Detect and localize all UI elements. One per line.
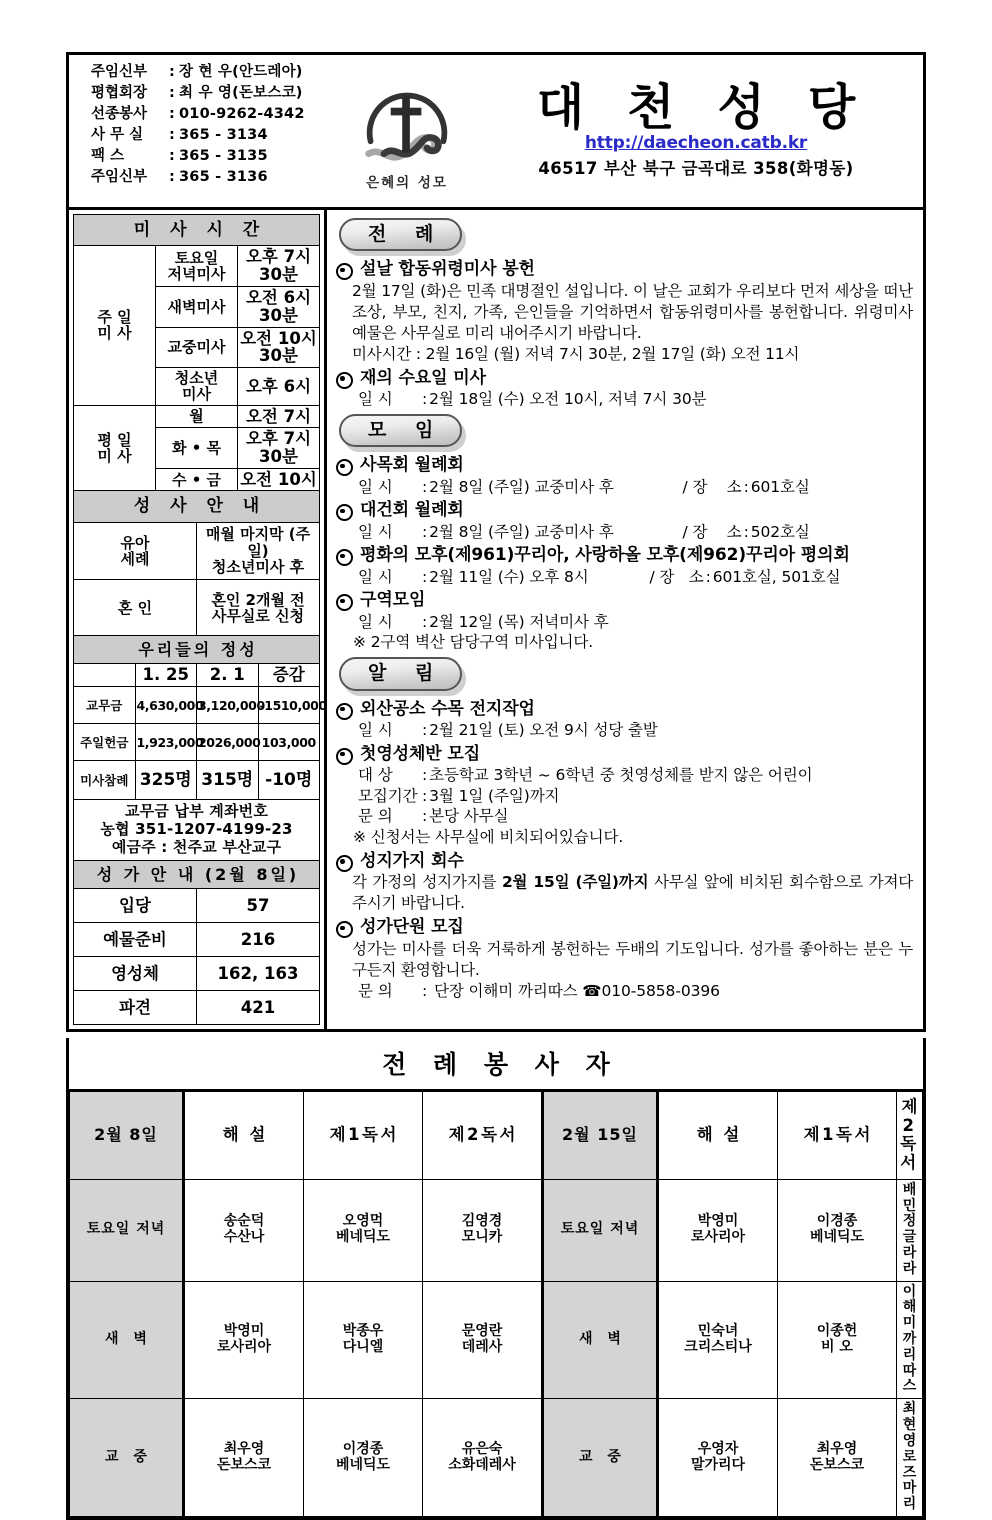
table-row — [74, 860, 320, 888]
item-detail-line — [358, 477, 917, 498]
paragraph-emphasis: 2월 15일 (주일)까지 — [501, 873, 649, 892]
server-saint-name: 로사리아 — [216, 1338, 272, 1355]
mass-name: 청소년 미사 — [156, 368, 238, 405]
detail-colon: : — [422, 807, 428, 826]
server-name: 문영란 — [461, 1323, 503, 1340]
announcement-item — [335, 699, 917, 741]
table-row — [70, 1281, 923, 1399]
offerings-col-header: 1. 25 — [135, 664, 197, 687]
server-name: 최우영 — [816, 1440, 858, 1457]
our-lady-of-grace-logo-icon — [359, 78, 455, 170]
table-row — [74, 957, 320, 991]
offerings-table — [73, 635, 327, 800]
table-row — [74, 991, 320, 1025]
hymn-name: 파견 — [74, 991, 197, 1025]
servers-table — [69, 1091, 923, 1517]
bullet-icon — [336, 263, 353, 280]
detail-colon: : — [422, 390, 428, 409]
bullet-icon — [336, 549, 353, 566]
sacrament-heading: 성 사 안 내 — [74, 491, 320, 522]
item-title-row — [335, 455, 917, 476]
detail-value: 본당 사무실 — [429, 807, 509, 826]
mass-name: 수 • 금 — [156, 469, 238, 492]
server-name: 박영미 — [697, 1213, 739, 1230]
contact-label: 평협회장 — [91, 85, 148, 101]
detail-value: 2월 8일 (주일) 교중미사 후 — [429, 477, 614, 496]
liturgical-servers-block — [66, 1038, 926, 1520]
server-saint-name: 데레사 — [461, 1338, 503, 1355]
server-saint-name: 로즈마리 — [902, 1448, 917, 1513]
detail-label: 일 시 — [358, 477, 393, 496]
mass-name: 새벽미사 — [156, 286, 238, 327]
contact-separator: : — [169, 127, 175, 143]
mass-times-table — [73, 214, 320, 492]
main-content — [327, 210, 923, 1029]
contact-separator: : — [169, 169, 175, 185]
detail-label: 일 시 — [358, 567, 393, 586]
announcement-item — [335, 545, 917, 587]
offerings-value: -1510,000 — [258, 687, 320, 724]
server-saint-name: 베네딕도 — [335, 1229, 391, 1246]
church-website-link[interactable]: http://daecheon.catb.kr — [584, 133, 808, 154]
sacrament-table — [73, 490, 320, 636]
contact-separator: : — [169, 148, 175, 164]
contact-value: 365 - 3134 — [179, 127, 268, 143]
mass-time: 오후 7시 30분 — [238, 428, 320, 469]
mass-time: 오전 10시 — [238, 469, 320, 492]
item-title-row — [335, 744, 917, 765]
server-saint-name: 말가리다 — [690, 1456, 746, 1473]
contact-row — [91, 149, 337, 164]
detail-value: 2월 11일 (수) 오후 8시 — [429, 567, 589, 586]
item-title-row — [335, 259, 917, 280]
contact-row — [91, 107, 337, 122]
mass-name: 월 — [156, 405, 238, 428]
item-title: 첫영성체반 모집 — [360, 743, 481, 764]
offerings-heading: 우리들의 정성 — [74, 636, 320, 664]
offerings-value: 1,923,000 — [135, 724, 197, 761]
contact-row — [91, 86, 337, 101]
server-saint-name: 모니카 — [461, 1229, 503, 1246]
section-pill-meetings: 모 임 — [339, 414, 462, 447]
mass-time: 오전 7시 — [238, 405, 320, 428]
contact-value: 365 - 3135 — [179, 148, 268, 164]
detail-label: 일 시 — [358, 390, 393, 409]
item-title: 사목회 월례회 — [360, 455, 464, 476]
announcement-item — [335, 851, 917, 914]
server-name: 이종헌 — [816, 1323, 858, 1340]
server-cell — [897, 1179, 923, 1281]
server-cell — [778, 1179, 897, 1281]
server-name: 유은숙 — [461, 1440, 503, 1457]
logo-caption: 은혜의 성모 — [366, 174, 448, 191]
server-name: 배민정 — [902, 1181, 917, 1230]
server-name: 이해미 — [902, 1283, 917, 1332]
place-label: / 장 소 — [649, 567, 704, 586]
contact-row — [91, 65, 337, 80]
mass-name: 교중미사 — [156, 327, 238, 368]
server-name: 민숙녀 — [697, 1323, 739, 1340]
announcement-item — [335, 455, 917, 497]
place-label: / 장 소 — [682, 522, 742, 541]
item-paragraph: 2월 17일 (화)은 민족 대명절인 설입니다. 이 날은 교회가 우리보다 먼저 세상을 떠난 조상, 부모, 친지, 가족, 은인들을 기억하면서 합동위령미사를 봉헌합니다. 위령미사예물은 사무실로 미리 내어주시기 바랍니다. — [352, 281, 913, 342]
servers-time-label: 토요일 저녁 — [70, 1179, 184, 1281]
place-colon: : — [743, 522, 749, 541]
table-row — [74, 491, 320, 522]
mass-time: 오전 10시 30분 — [238, 327, 320, 368]
item-detail-line — [358, 765, 917, 786]
table-row — [74, 889, 320, 923]
item-title-row — [335, 368, 917, 389]
table-row — [74, 664, 320, 687]
server-name: 이경종 — [342, 1440, 384, 1457]
servers-col-header: 해 설 — [658, 1092, 778, 1180]
detail-value: 초등학교 3학년 ~ 6학년 중 첫영성체를 받지 않은 어린이 — [429, 765, 813, 784]
item-title-row — [335, 917, 917, 938]
sacrament-detail: 혼인 2개월 전 사무실로 신청 — [197, 579, 320, 636]
item-note: ※ 신청서는 사무실에 비치되어있습니다. — [353, 828, 624, 847]
detail-label: 일 시 — [358, 720, 393, 739]
announcement-item — [335, 744, 917, 848]
detail-colon: : — [422, 522, 428, 541]
item-title: 평화의 모후(제961)꾸리아, 사랑하올 모후(제962)꾸리아 평의회 — [360, 545, 850, 566]
item-detail-line — [358, 981, 917, 1002]
server-saint-name: 까리따스 — [902, 1331, 917, 1395]
contact-label: 주임신부 — [91, 169, 148, 185]
announcement-item — [335, 368, 917, 410]
table-row — [74, 761, 320, 800]
bulletin-body — [66, 210, 926, 1032]
offerings-value: 325명 — [135, 761, 197, 800]
table-row — [74, 579, 320, 636]
bulletin-page — [66, 52, 926, 1520]
church-name: 대 천 성 당 — [536, 78, 869, 136]
section-pill-liturgy: 전 례 — [339, 218, 462, 251]
left-sidebar — [69, 210, 327, 1029]
server-name: 우영자 — [697, 1440, 739, 1457]
sacrament-detail: 매월 마지막 (주일) 청소년미사 후 — [197, 522, 320, 579]
item-title: 외산공소 수목 전지작업 — [360, 698, 535, 719]
offerings-col-header: 증감 — [258, 664, 320, 687]
server-name: 송순덕 — [223, 1213, 265, 1230]
contact-separator: : — [169, 64, 175, 80]
detail-colon: : — [422, 612, 428, 631]
servers-time-label: 토요일 저녁 — [543, 1179, 658, 1281]
item-title: 설날 합동위령미사 봉헌 — [360, 259, 535, 280]
hymn-name: 입당 — [74, 889, 197, 923]
item-title: 구역모임 — [360, 590, 426, 611]
contact-value: 010-9262-4342 — [179, 106, 305, 122]
hymn-heading: 성 가 안 내 (2월 8일) — [74, 860, 320, 888]
announcement-item — [335, 917, 917, 1001]
bullet-icon — [336, 921, 353, 938]
item-extra-line: 미사시간 : 2월 16일 (월) 저녁 7시 30분, 2월 17일 (화) 오전 11시 — [352, 344, 800, 363]
item-title-row — [335, 699, 917, 720]
server-cell — [778, 1281, 897, 1399]
hymn-number: 162, 163 — [197, 957, 320, 991]
detail-colon: : — [422, 720, 428, 739]
announcement-item — [335, 259, 917, 365]
hymn-number: 216 — [197, 923, 320, 957]
offerings-value: 2026,000 — [197, 724, 259, 761]
contact-label: 팩 스 — [91, 148, 125, 164]
paragraph-part: 사무실 앞에 비치된 회수함으로 가져다 주시기 바랍니다. — [352, 873, 914, 913]
contact-value: 장 현 우(안드레아) — [179, 64, 303, 80]
server-cell — [423, 1179, 543, 1281]
bullet-icon — [336, 504, 353, 521]
server-cell — [897, 1399, 923, 1517]
server-cell — [423, 1399, 543, 1517]
server-saint-name: 글라라 — [902, 1229, 917, 1277]
item-detail-line — [358, 612, 917, 633]
item-detail-line — [358, 389, 917, 410]
table-row — [74, 246, 320, 287]
hymn-name: 예물준비 — [74, 923, 197, 957]
server-name: 최우영 — [223, 1440, 265, 1457]
table-row — [74, 687, 320, 724]
detail-colon: : — [422, 786, 428, 805]
item-title-row — [335, 590, 917, 611]
table-row — [74, 215, 320, 246]
bullet-icon — [336, 855, 353, 872]
servers-col-header: 제2독서 — [897, 1092, 923, 1180]
contact-separator: : — [169, 106, 175, 122]
servers-col-header: 제1독서 — [778, 1092, 897, 1180]
offerings-row-label: 교무금 — [74, 687, 136, 724]
server-saint-name: 베네딕도 — [809, 1229, 865, 1246]
detail-value: 2월 21일 (토) 오전 9시 성당 출발 — [429, 720, 658, 739]
servers-col-header: 제1독서 — [304, 1092, 423, 1180]
item-title: 성가단원 모집 — [360, 917, 464, 938]
item-title: 재의 수요일 미사 — [360, 367, 486, 388]
offerings-row-label: 주일헌금 — [74, 724, 136, 761]
table-row — [74, 724, 320, 761]
server-saint-name: 돈보스코 — [809, 1456, 865, 1473]
server-cell — [304, 1399, 423, 1517]
bank-account-box — [73, 800, 320, 861]
item-paragraph — [352, 872, 917, 914]
detail-value: 2월 18일 (수) 오전 10시, 저녁 7시 30분 — [429, 390, 707, 409]
server-saint-name: 베네딕도 — [335, 1456, 391, 1473]
table-row — [74, 522, 320, 579]
offerings-value: 103,000 — [258, 724, 320, 761]
item-note: ※ 2구역 벽산 담당구역 미사입니다. — [353, 633, 594, 652]
mass-name: 화 • 목 — [156, 428, 238, 469]
bullet-icon — [336, 748, 353, 765]
item-detail-line — [358, 720, 917, 741]
server-cell — [658, 1281, 778, 1399]
server-cell — [897, 1281, 923, 1399]
servers-time-label: 교 중 — [543, 1399, 658, 1517]
sacrament-name: 유아 세례 — [74, 522, 197, 579]
server-saint-name: 크리스티나 — [684, 1338, 752, 1355]
sacrament-name: 혼 인 — [74, 579, 197, 636]
server-cell — [778, 1399, 897, 1517]
bank-line: 교무금 납부 계좌번호 — [124, 802, 269, 821]
hymn-number: 57 — [197, 889, 320, 923]
server-name: 이경종 — [816, 1213, 858, 1230]
church-logo-block — [337, 55, 477, 207]
paragraph-part: 각 가정의 성지가지를 — [352, 873, 502, 892]
contact-label: 주임신부 — [91, 64, 148, 80]
mass-time: 오후 6시 — [238, 368, 320, 405]
mass-time: 오후 7시 30분 — [238, 246, 320, 287]
detail-value: 2월 12일 (목) 저녁미사 후 — [429, 612, 609, 631]
bullet-icon — [336, 703, 353, 720]
contact-label: 사 무 실 — [91, 127, 144, 143]
table-header-row — [70, 1092, 923, 1180]
bullet-icon — [336, 459, 353, 476]
offerings-value: 315명 — [197, 761, 259, 800]
detail-label: 문 의 — [358, 807, 393, 826]
servers-time-label: 새 벽 — [70, 1281, 184, 1399]
detail-value: 3월 1일 (주일)까지 — [429, 786, 560, 805]
sunday-mass-group-label: 주 일 미 사 — [74, 246, 156, 405]
announcement-item — [335, 500, 917, 542]
item-title: 대건회 월례회 — [360, 500, 464, 521]
contact-value: 365 - 3136 — [179, 169, 268, 185]
detail-label: 일 시 — [358, 612, 393, 631]
bank-line: 농협 351-1207-4199-23 — [100, 819, 293, 838]
contact-row — [91, 170, 337, 185]
mass-time: 오전 6시 30분 — [238, 286, 320, 327]
server-cell — [658, 1179, 778, 1281]
detail-value: 2월 8일 (주일) 교중미사 후 — [429, 522, 614, 541]
item-detail-line — [358, 806, 917, 827]
item-paragraph: 성가는 미사를 더욱 거룩하게 봉헌하는 두배의 기도입니다. 성가를 좋아하는 분은 누구든지 환영합니다. — [352, 939, 913, 979]
detail-label: 모집기간 — [358, 786, 418, 805]
server-saint-name: 로사리아 — [690, 1229, 746, 1246]
item-title-row — [335, 500, 917, 521]
place-value: 601호실 — [750, 477, 810, 496]
mass-name: 토요일 저녁미사 — [156, 246, 238, 287]
table-row — [74, 405, 320, 428]
mass-times-heading: 미 사 시 간 — [74, 215, 320, 246]
detail-colon: : — [422, 477, 428, 496]
server-cell — [304, 1281, 423, 1399]
detail-label: 문 의 — [358, 981, 393, 1000]
contact-block — [69, 55, 337, 207]
server-cell — [184, 1281, 304, 1399]
server-cell — [184, 1179, 304, 1281]
item-title-row — [335, 545, 917, 566]
church-title-block — [477, 55, 923, 207]
item-detail-line — [358, 786, 917, 807]
servers-time-label: 새 벽 — [543, 1281, 658, 1399]
table-row — [74, 636, 320, 664]
announcement-item — [335, 590, 917, 653]
server-saint-name: 비 오 — [821, 1338, 853, 1355]
servers-col-header: 제2독서 — [423, 1092, 543, 1180]
server-saint-name: 다니엘 — [342, 1338, 384, 1355]
detail-colon: : — [422, 981, 428, 1000]
section-pill-announcements: 알 림 — [339, 657, 462, 690]
server-cell — [304, 1179, 423, 1281]
page-header — [66, 52, 926, 210]
detail-colon: : — [422, 765, 428, 784]
hymn-table — [73, 860, 320, 1025]
detail-colon: : — [422, 567, 428, 586]
contact-row — [91, 128, 337, 143]
server-name: 오영먹 — [342, 1213, 384, 1230]
detail-label: 대 상 — [358, 765, 393, 784]
item-detail-line — [358, 567, 917, 588]
table-row — [70, 1399, 923, 1517]
server-saint-name: 소화데레사 — [448, 1456, 516, 1473]
bullet-icon — [336, 594, 353, 611]
contact-value: 최 우 영(돈보스코) — [179, 85, 303, 101]
server-name: 박종우 — [342, 1323, 384, 1340]
place-value: 601호실, 501호실 — [712, 567, 841, 586]
contact-label: 선종봉사 — [91, 106, 148, 122]
offerings-col-header: 2. 1 — [197, 664, 259, 687]
bullet-icon — [336, 372, 353, 389]
servers-time-label: 교 중 — [70, 1399, 184, 1517]
servers-left-date: 2월 8일 — [70, 1092, 184, 1180]
offerings-value: -10명 — [258, 761, 320, 800]
item-title-row — [335, 851, 917, 872]
table-row — [74, 923, 320, 957]
item-title: 성지가지 회수 — [360, 850, 464, 871]
server-cell — [658, 1399, 778, 1517]
contact-separator: : — [169, 85, 175, 101]
server-saint-name: 수산나 — [223, 1229, 265, 1246]
server-saint-name: 돈보스코 — [216, 1456, 272, 1473]
offerings-col-blank — [74, 664, 136, 687]
servers-right-date: 2월 15일 — [543, 1092, 658, 1180]
place-colon: : — [705, 567, 711, 586]
offerings-value: 4,630,000 — [135, 687, 197, 724]
server-name: 박영미 — [223, 1323, 265, 1340]
church-address: 46517 부산 북구 금곡대로 358(화명동) — [538, 159, 854, 179]
server-cell — [423, 1281, 543, 1399]
hymn-number: 421 — [197, 991, 320, 1025]
place-value: 502호실 — [750, 522, 810, 541]
detail-label: 일 시 — [358, 522, 393, 541]
weekday-mass-group-label: 평 일 미 사 — [74, 405, 156, 491]
server-name: 최현영 — [902, 1401, 917, 1449]
place-label: / 장 소 — [682, 477, 742, 496]
server-name: 김영경 — [461, 1213, 503, 1230]
server-cell — [184, 1399, 304, 1517]
offerings-value: 3,120,000 — [197, 687, 259, 724]
item-detail-line — [358, 522, 917, 543]
table-row — [70, 1179, 923, 1281]
offerings-row-label: 미사참례 — [74, 761, 136, 800]
servers-col-header: 해 설 — [184, 1092, 304, 1180]
place-colon: : — [743, 477, 749, 496]
hymn-name: 영성체 — [74, 957, 197, 991]
detail-value: 단장 이해미 까리따스 ☎010-5858-0396 — [429, 981, 720, 1000]
servers-title: 전 례 봉 사 자 — [69, 1038, 923, 1091]
bank-line: 예금주 : 천주교 부산교구 — [111, 837, 282, 856]
